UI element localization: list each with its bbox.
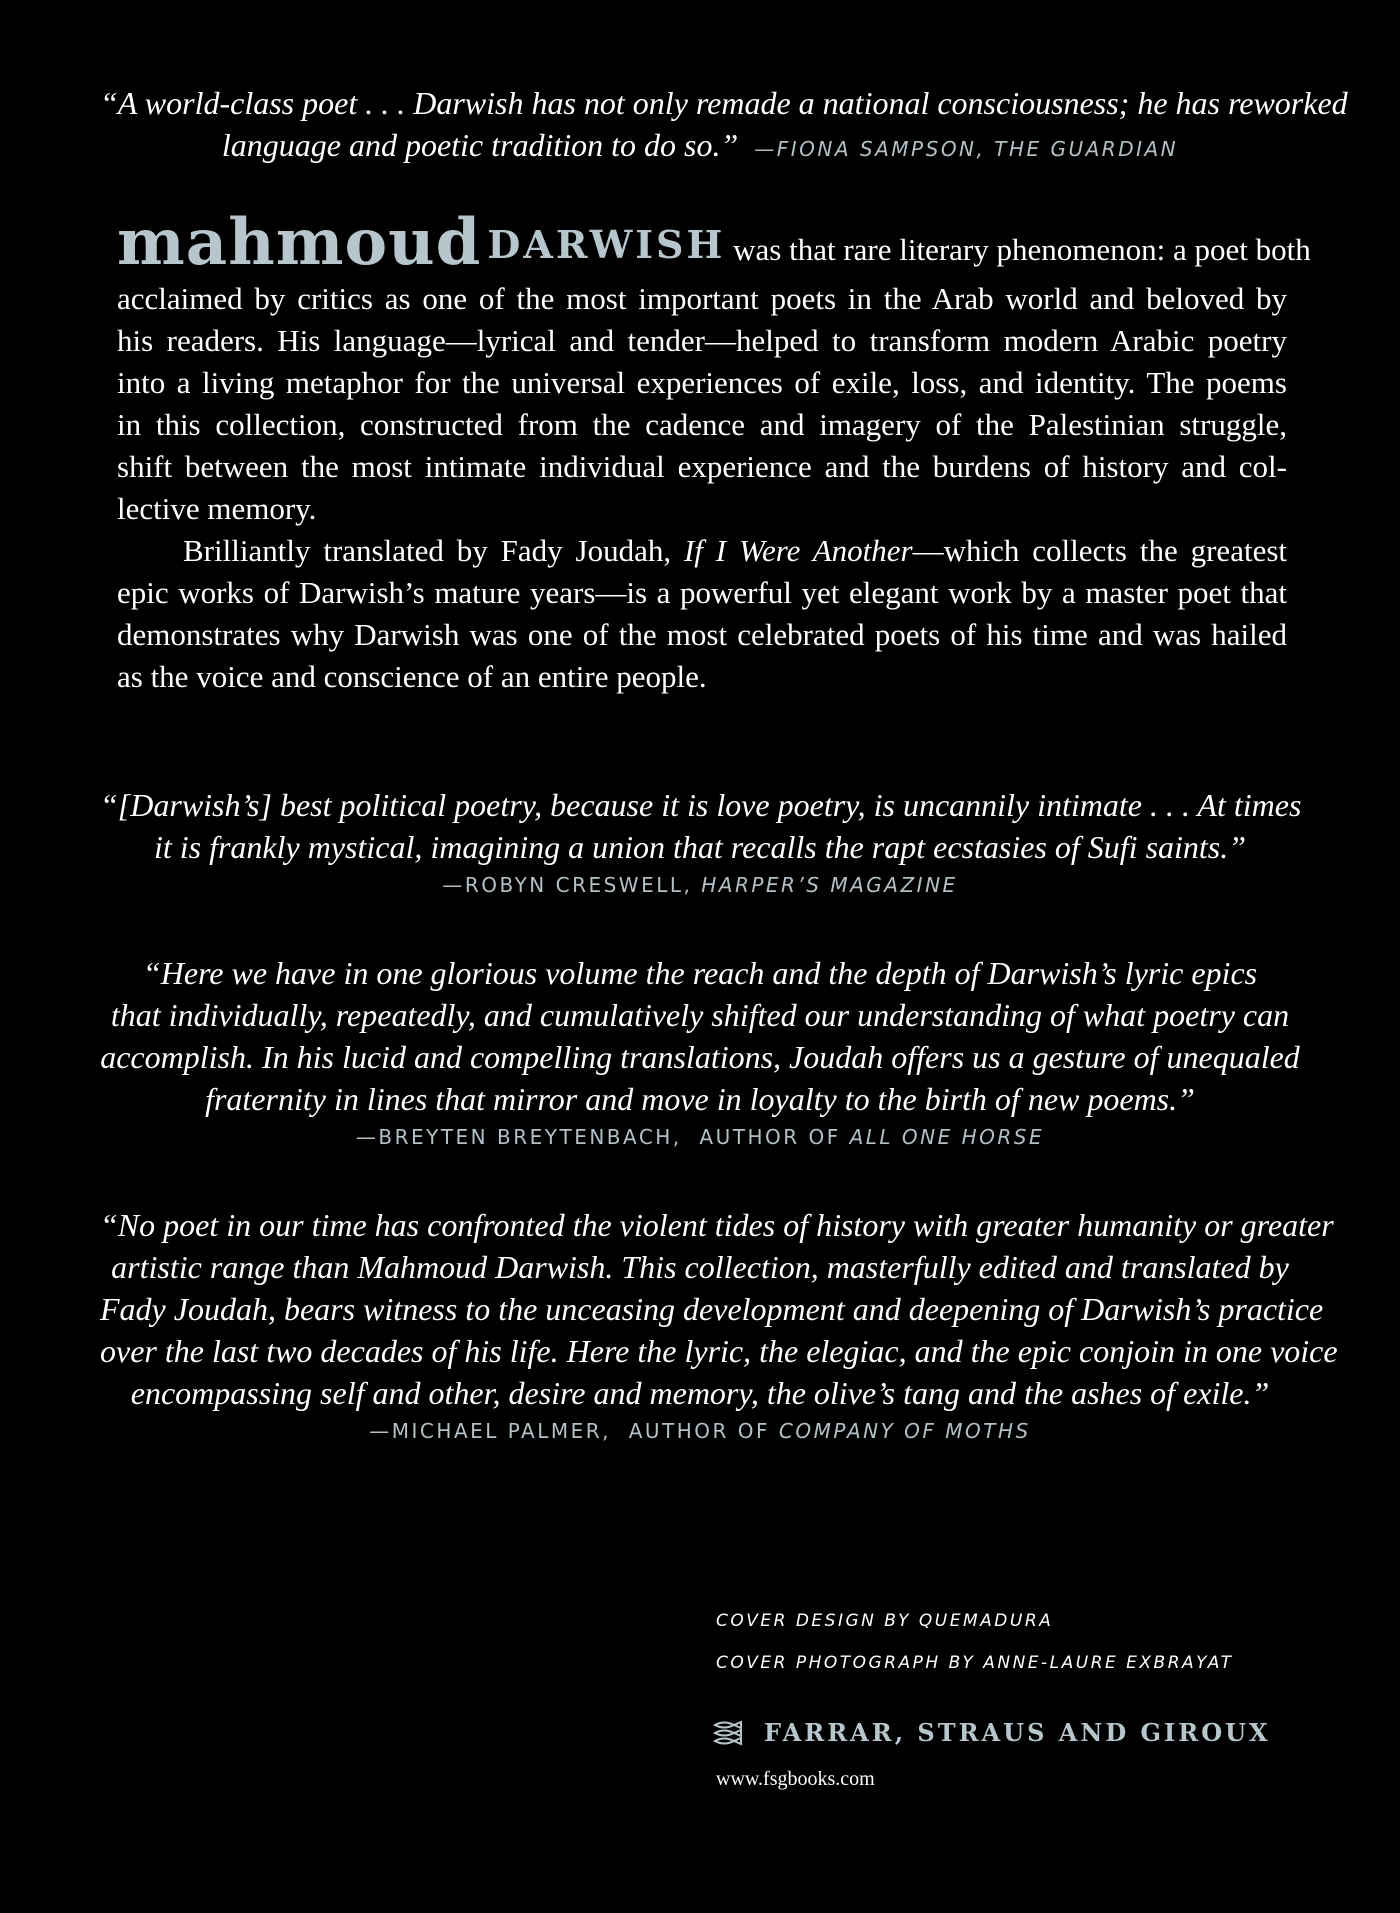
bio-line: acclaimed by critics as one of the most important poets in the Arab world and beloved by [117, 281, 1287, 316]
quote-line: “[Darwish’s] best political poetry, because it is love poetry, is uncannily intimate . . . At times [100, 787, 1302, 823]
harpers-quote [100, 784, 1300, 902]
attribution-work: THE GUARDIAN [994, 137, 1179, 161]
quote-line-text: language and poetic tradition to do so.” [221, 127, 739, 163]
cover-design-credit: COVER DESIGN BY QUEMADURA [716, 1611, 1054, 1631]
attribution-name: —FIONA SAMPSON, [754, 137, 986, 161]
attribution-name: —MICHAEL PALMER, [369, 1419, 612, 1443]
quote-attribution [100, 1120, 1300, 1154]
book-title: If I Were Another [683, 533, 913, 568]
attribution-work: ALL ONE HORSE [849, 1125, 1045, 1149]
author-bio [117, 205, 1311, 698]
quote-attribution [100, 1414, 1300, 1448]
quote-line: artistic range than Mahmoud Darwish. This collection, masterfully edited and translated by [111, 1249, 1289, 1285]
palmer-quote [100, 1204, 1338, 1448]
quote-line: accomplish. In his lucid and compelling translations, Joudah offers us a gesture of unequaled [100, 1039, 1300, 1075]
bio-paragraph2-first-line [117, 530, 1287, 572]
cover-credits [716, 1600, 1234, 1684]
quote-line: “Here we have in one glorious volume the reach and the depth of Darwish’s lyric epics [142, 955, 1258, 991]
bio-line: shift between the most intimate individual experience and the burdens of history and col- [117, 449, 1287, 484]
quote-line [100, 124, 1300, 166]
bio-line: demonstrates why Darwish was one of the most celebrated poets of his time and was hailed [117, 617, 1287, 652]
bio-line: into a living metaphor for the universal experiences of exile, loss, and identity. The poems [117, 365, 1287, 400]
quote-line: “No poet in our time has confronted the violent tides of history with greater humanity or greater [100, 1207, 1334, 1243]
breytenbach-quote [100, 952, 1300, 1154]
quote-line: fraternity in lines that mirror and move in loyalty to the birth of new poems.” [205, 1081, 1195, 1117]
bio-first-line-text: was that rare literary phenomenon: a poet both [733, 232, 1311, 267]
author-first-name: mahmoud [117, 205, 482, 280]
fish-logo-icon [712, 1720, 746, 1746]
bio-line: as the voice and conscience of an entire people. [117, 659, 707, 694]
bio-text: Brilliantly translated by Fady Joudah, [183, 533, 672, 568]
attribution-name: —BREYTEN BREYTENBACH, [355, 1125, 682, 1149]
quote-line: it is frankly mystical, imagining a union that recalls the rapt ecstasies of Sufi saints.” [153, 829, 1247, 865]
attribution-work: COMPANY OF MOTHS [778, 1419, 1031, 1443]
quote-line: that individually, repeatedly, and cumulatively shifted our understanding of what poetry can [110, 997, 1290, 1033]
bio-text: —which collects the greatest [912, 533, 1287, 568]
publisher-imprint [712, 1718, 1271, 1747]
quote-line: Fady Joudah, bears witness to the unceasing development and deepening of Darwish’s practice [100, 1291, 1324, 1327]
guardian-quote [100, 82, 1348, 166]
bio-line: his readers. His language—lyrical and tender—helped to transform modern Arabic poetry [117, 323, 1287, 358]
author-last-name: DARWISH [487, 222, 726, 267]
attribution-prefix: AUTHOR OF [699, 1125, 841, 1149]
publisher-name: FARRAR, STRAUS AND GIROUX [764, 1718, 1271, 1747]
quote-line: over the last two decades of his life. Here the lyric, the elegiac, and the epic conjoin in one voice [100, 1333, 1338, 1369]
quote-attribution [100, 868, 1300, 902]
attribution-name: —ROBYN CRESWELL, [442, 873, 693, 897]
quote-line: encompassing self and other, desire and memory, the olive’s tang and the ashes of exile.” [130, 1375, 1270, 1411]
attribution-prefix: AUTHOR OF [628, 1419, 771, 1443]
bio-line: in this collection, constructed from the cadence and imagery of the Palestinian struggle, [117, 407, 1287, 442]
attribution-work: HARPER’S MAGAZINE [701, 873, 958, 897]
bio-first-line [117, 205, 1311, 280]
quote-line: “A world-class poet . . . Darwish has not only remade a national consciousness; he has reworked [100, 85, 1348, 121]
bio-line: epic works of Darwish’s mature years—is a powerful yet elegant work by a master poet that [117, 575, 1287, 610]
publisher-website[interactable]: www.fsgbooks.com [716, 1768, 875, 1790]
bio-line: lective memory. [117, 491, 317, 526]
quote-attribution [754, 137, 1178, 161]
cover-photo-credit: COVER PHOTOGRAPH BY ANNE-LAURE EXBRAYAT [716, 1653, 1234, 1673]
